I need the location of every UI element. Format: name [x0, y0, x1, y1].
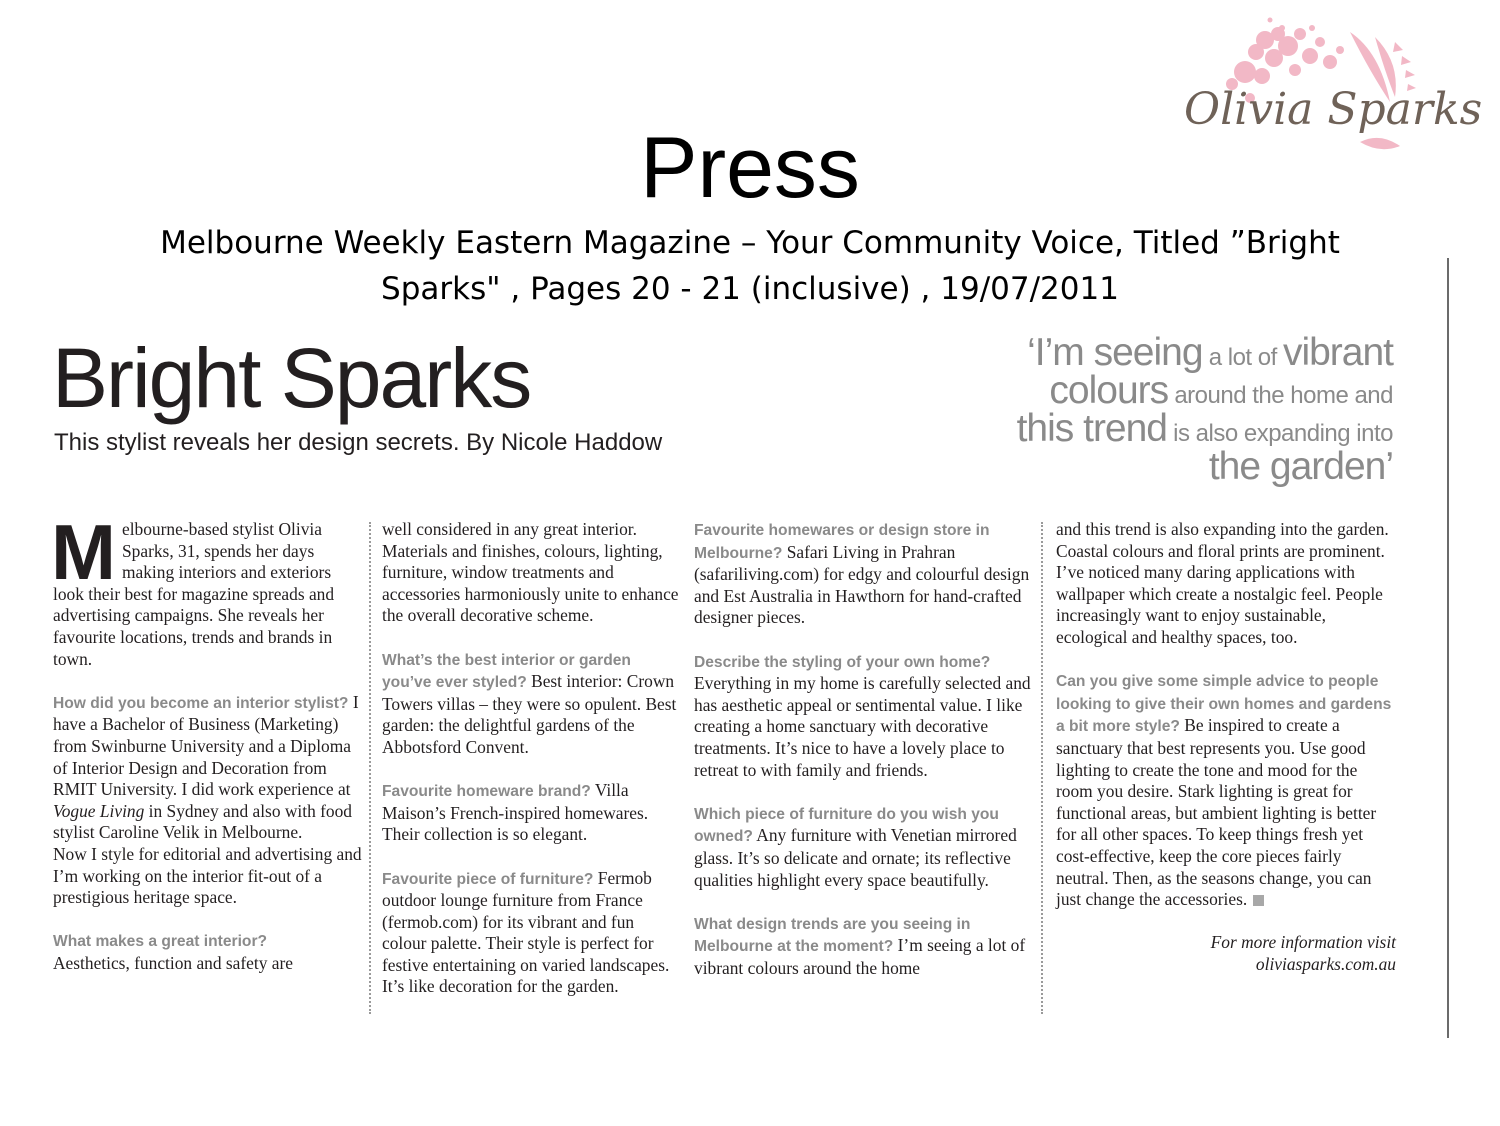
- answer: Fermob outdoor lounge furniture from France (fermob.com) for its vibrant and fun colour palette. Their style is perfect for festive entertaining on varied landscapes. It’s like decoration for the garden.: [382, 867, 670, 997]
- qa-block: [53, 692, 363, 844]
- page-edge-rule: [1447, 258, 1449, 1038]
- question: Favourite homewares or design store in Melbourne?: [694, 522, 990, 562]
- answer-continued: and this trend is also expanding into the garden. Coastal colours and floral prints are prominent. I’ve noticed many daring applications with wallpaper which create a nostalgic feel. People increasingly want to enjoy sustainable, ecological and healthy spaces, too.: [1056, 519, 1389, 647]
- column-divider: [1041, 522, 1043, 1014]
- answer: Villa Maison’s French-inspired homewares. Their collection is so elegant.: [382, 780, 649, 845]
- end-mark-icon: [1253, 895, 1264, 906]
- slide-title: Press: [640, 120, 860, 216]
- qa-block: [694, 651, 1034, 782]
- answer: I’m seeing a lot of vibrant colours around the home: [694, 935, 1026, 978]
- article-column-3: [694, 519, 1034, 1001]
- qa-block: [694, 913, 1034, 980]
- qa-block: [382, 868, 680, 999]
- article-title: Bright Sparks: [52, 331, 531, 425]
- intro-text: elbourne-based stylist Olivia Sparks, 31, spends her days making interiors and exteriors look their best for magazine spreads and advertising campaigns. She reveals her favourite locations, trends and brands in town.: [53, 519, 335, 669]
- intro-paragraph: [51, 508, 363, 670]
- more-info: [1056, 932, 1396, 975]
- answer: Be inspired to create a sanctuary that best represents you. Use good lighting to create the tone and mood for the room you desire. Stark lighting is great for functional areas, but ambient lighting is better for all other spaces. To keep things fresh yet cost-effective, keep the core pieces fairly neutral. Then, as the seasons change, you can just change the accessories.: [1056, 715, 1377, 910]
- question: What makes a great interior?: [53, 933, 268, 951]
- article-column-1: [51, 508, 363, 996]
- qa-block: [1056, 670, 1396, 911]
- qa-block: [53, 930, 363, 974]
- question: Favourite piece of furniture?: [382, 870, 594, 888]
- more-info-line: For more information visit: [1210, 932, 1396, 953]
- pull-quote-word: vibrant: [1282, 331, 1393, 374]
- answer: in Sydney and also with food stylist Caroline Velik in Melbourne.: [53, 800, 352, 843]
- answer-emphasis: Vogue Living: [53, 800, 145, 821]
- pull-quote: [900, 331, 1393, 488]
- question: Favourite homeware brand?: [382, 783, 591, 801]
- article-column-2: [382, 519, 680, 1020]
- answer: Any furniture with Venetian mirrored glass. It’s so delicate and ornate; its reflective qualities highlight every space beautifully.: [694, 825, 1017, 890]
- pull-quote-part: is also expanding into: [1167, 420, 1393, 447]
- slide-subtitle: Melbourne Weekly Eastern Magazine – Your Community Voice, Titled ”Bright Sparks" , Pages 20 - 21 (inclusive) , 19/07/2011: [160, 225, 1340, 307]
- website-link[interactable]: oliviasparks.com.au: [1255, 953, 1396, 974]
- qa-block: [382, 649, 680, 759]
- logo-text: Olivia Sparks: [1184, 84, 1483, 135]
- pull-quote-word: colours: [1049, 369, 1169, 412]
- pull-quote-word: this trend: [1016, 407, 1167, 450]
- question: How did you become an interior stylist?: [53, 694, 349, 712]
- answer-paragraph: Now I style for editorial and advertising and I’m working on the interior fit-out of a prestigious heritage space.: [53, 843, 362, 908]
- pull-quote-part: a lot of: [1202, 344, 1283, 371]
- question: What design trends are you seeing in Melbourne at the moment?: [694, 915, 971, 956]
- answer: I have a Bachelor of Business (Marketing) from Swinburne University and a Diploma of Interior Design and Decoration from RMIT University. I did work experience at: [53, 691, 359, 800]
- answer: Best interior: Crown Towers villas – they were so opulent. Best garden: the delightful gardens of the Abbotsford Convent.: [382, 671, 677, 757]
- answer: Everything in my home is carefully selected and has aesthetic appeal or sentimental value. I like creating a home sanctuary with decorative treatments. It’s nice to have a lovely place to retreat to with family and friends.: [694, 673, 1031, 780]
- article-standfirst: This stylist reveals her design secrets. By Nicole Haddow: [54, 429, 663, 456]
- drop-cap: M: [51, 508, 116, 596]
- pull-quote-part: around the home and: [1168, 382, 1393, 409]
- question: Can you give some simple advice to people looking to give their own homes and gardens a bit more style?: [1056, 673, 1392, 736]
- pull-quote-word: the garden’: [1208, 445, 1393, 488]
- qa-block: [382, 780, 680, 846]
- question: Which piece of furniture do you wish you owned?: [694, 805, 999, 846]
- column-divider: [369, 522, 371, 1014]
- answer: Aesthetics, function and safety are: [53, 952, 293, 973]
- answer: Safari Living in Prahran (safariliving.com) for edgy and colourful design and Est Australia in Hawthorn for hand-crafted designer pieces.: [694, 541, 1030, 628]
- pull-quote-open: ‘I’m seeing: [1027, 331, 1203, 374]
- question: What’s the best interior or garden you’ve ever styled?: [382, 651, 631, 692]
- question: Describe the styling of your own home?: [694, 653, 991, 671]
- qa-block: [694, 519, 1034, 629]
- qa-block: [694, 803, 1034, 891]
- article-column-4: [1056, 519, 1396, 997]
- answer-continued: well considered in any great interior. Materials and finishes, colours, lighting, furniture, window treatments and accessories harmoniously unite to enhance the overall decorative scheme.: [382, 519, 679, 626]
